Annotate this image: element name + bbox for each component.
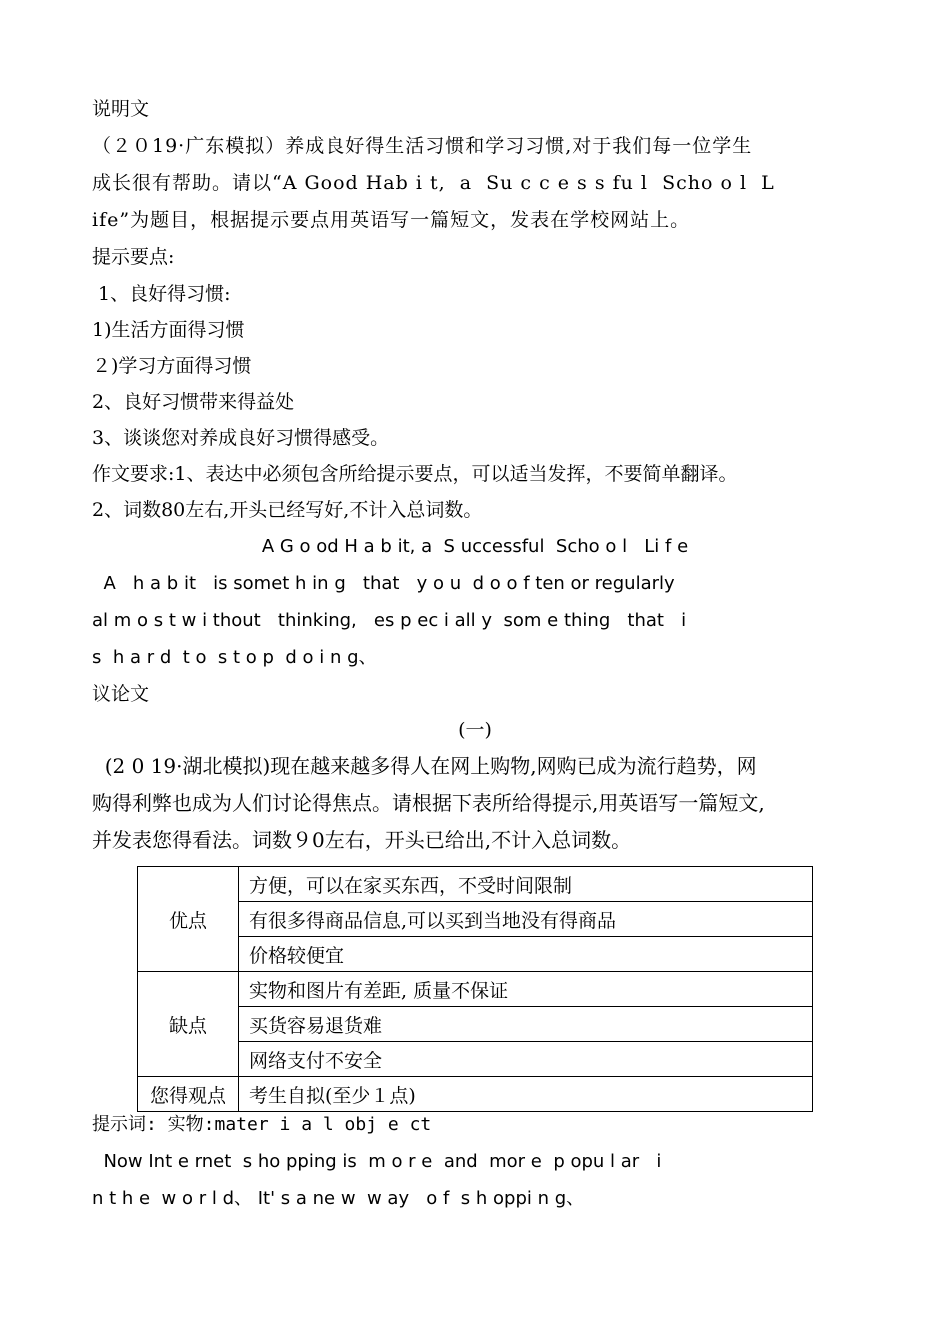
table-row <box>138 1077 813 1112</box>
arg-prompt-line-2: 购得利弊也成为人们讨论得焦点。请根据下表所给得提示,用英语写一篇短文, <box>92 791 765 815</box>
section-number: (一) <box>458 719 492 741</box>
arg-prompt-line-1: (2 0 19·湖北模拟)现在越来越多得人在网上购物,网购已成为流行趋势，网 <box>92 754 757 778</box>
point-3: 3、谈谈您对养成良好习惯得感受。 <box>92 427 390 449</box>
essay-title: A G o od H a b it, a S uccessful Scho o l Li f e <box>261 536 689 557</box>
essay-line-3: s h a r d t o s t o p d o i n g、 <box>92 647 377 668</box>
pros-cons-table <box>137 866 813 1112</box>
hint-words: 提示词: 实物:mater i a l obj e ct <box>92 1114 432 1135</box>
advantage-item: 方便，可以在家买东西，不受时间限制 <box>239 867 813 902</box>
table-row <box>138 867 813 902</box>
table-row <box>138 1007 813 1042</box>
points-heading: 提示要点: <box>92 246 175 268</box>
point-2: 2、良好习惯带来得益处 <box>92 391 295 413</box>
requirement-1: 作文要求:1、表达中必须包含所给提示要点，可以适当发挥，不要简单翻译。 <box>92 463 738 485</box>
advantages-label: 优点 <box>138 867 239 972</box>
table-row <box>138 972 813 1007</box>
disadvantage-item: 买货容易退货难 <box>239 1007 813 1042</box>
disadvantages-label: 缺点 <box>138 972 239 1077</box>
arg-prompt-line-3: 并发表您得看法。词数９0左右，开头已给出,不计入总词数。 <box>92 828 632 852</box>
prompt-line-1: （２０19·广东模拟）养成良好得生活习惯和学习习惯,对于我们每一位学生 <box>92 135 753 157</box>
advantage-item: 价格较便宜 <box>239 937 813 972</box>
table-row <box>138 937 813 972</box>
point-1a: 1)生活方面得习惯 <box>92 319 245 341</box>
requirement-2: 2、词数80左右,开头已经写好,不计入总词数。 <box>92 499 483 521</box>
arg-essay-line-1: Now Int e rnet s ho pping is m o r e and mor e p opu l ar i <box>92 1151 662 1172</box>
heading-expository: 说明文 <box>92 98 150 120</box>
disadvantage-item: 实物和图片有差距, 质量不保证 <box>239 972 813 1007</box>
essay-line-2: al m o s t w i thout thinking, es p ec i all y som e thing that i <box>92 610 687 631</box>
point-1b: ２)学习方面得习惯 <box>92 355 252 377</box>
arg-essay-line-2: n t h e w o r l d、 It' s a ne w w ay o f s h oppi n g、 <box>92 1188 585 1209</box>
point-1: 1、良好得习惯: <box>92 283 231 305</box>
essay-line-1: A h a b it is somet h in g that y o u d o o f ten or regularly <box>92 573 675 594</box>
advantage-item: 有很多得商品信息,可以买到当地没有得商品 <box>239 902 813 937</box>
disadvantage-item: 网络支付不安全 <box>239 1042 813 1077</box>
opinion-item: 考生自拟(至少１点) <box>239 1077 813 1112</box>
heading-argumentative: 议论文 <box>92 683 150 705</box>
table-row <box>138 902 813 937</box>
prompt-line-3: ife”为题目，根据提示要点用英语写一篇短文，发表在学校网站上。 <box>92 209 691 231</box>
opinion-label: 您得观点 <box>138 1077 239 1112</box>
prompt-line-2: 成长很有帮助。请以“A Good Hab i t, a Su c c e s s fu l Scho o l L <box>92 172 775 194</box>
table-row <box>138 1042 813 1077</box>
